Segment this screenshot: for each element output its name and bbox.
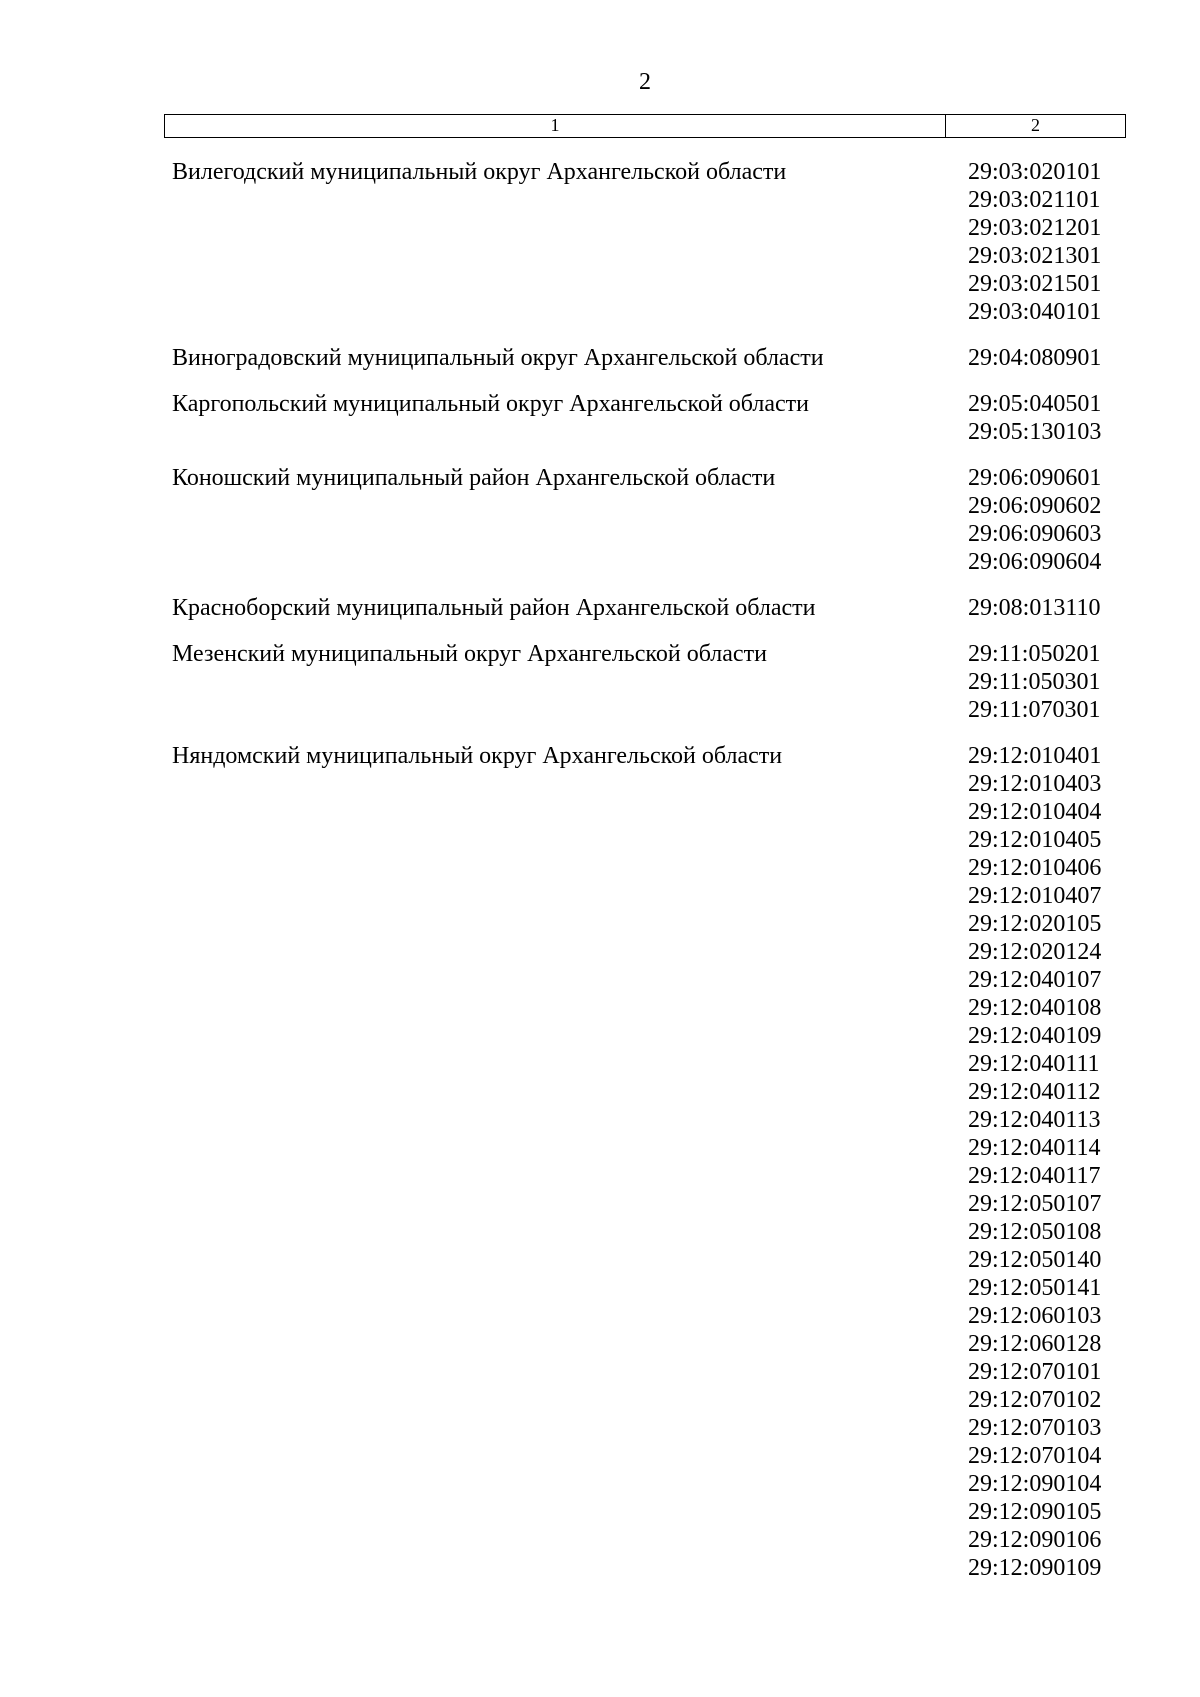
cadastral-code: 29:03:021201: [968, 215, 1102, 241]
cadastral-code: 29:12:090109: [968, 1555, 1102, 1581]
cadastral-code: 29:03:020101: [968, 159, 1102, 185]
cadastral-codes: [968, 742, 1122, 1582]
table-row: [172, 742, 1122, 1582]
table-row: [172, 594, 1122, 622]
cadastral-code: 29:12:040111: [968, 1051, 1100, 1077]
table-body: [172, 158, 1122, 1600]
municipality-name: Красноборский муниципальный район Архангельской области: [172, 595, 816, 621]
cadastral-codes: [968, 390, 1122, 446]
cadastral-code: 29:12:040113: [968, 1107, 1101, 1133]
cadastral-code: 29:11:050301: [968, 669, 1101, 695]
cadastral-code: 29:12:010406: [968, 855, 1102, 881]
cadastral-codes: [968, 594, 1122, 622]
cadastral-code: 29:12:090105: [968, 1499, 1102, 1525]
table-header: [164, 114, 1126, 138]
cadastral-code: 29:12:010407: [968, 883, 1102, 909]
municipality-name: Виноградовский муниципальный округ Архангельской области: [172, 345, 824, 371]
cadastral-code: 29:11:050201: [968, 641, 1101, 667]
cadastral-code: 29:03:021501: [968, 271, 1102, 297]
cadastral-code: 29:12:050108: [968, 1219, 1102, 1245]
municipality-name: Няндомский муниципальный округ Архангельской области: [172, 743, 783, 769]
cadastral-code: 29:12:050107: [968, 1191, 1102, 1217]
cadastral-code: 29:12:020105: [968, 911, 1102, 937]
cadastral-code: 29:12:040117: [968, 1163, 1101, 1189]
cadastral-code: 29:12:010404: [968, 799, 1102, 825]
cadastral-code: 29:12:010405: [968, 827, 1102, 853]
cadastral-code: 29:12:060128: [968, 1331, 1102, 1357]
cadastral-code: 29:04:080901: [968, 345, 1102, 371]
cadastral-code: 29:03:021301: [968, 243, 1102, 269]
cadastral-code: 29:11:070301: [968, 697, 1101, 723]
municipality-name: Вилегодский муниципальный округ Архангельской области: [172, 159, 787, 185]
table-row: [172, 158, 1122, 326]
table-row: [172, 344, 1122, 372]
cadastral-code: 29:12:040112: [968, 1079, 1101, 1105]
cadastral-code: 29:03:021101: [968, 187, 1101, 213]
cadastral-code: 29:03:040101: [968, 299, 1102, 325]
municipality-name: Коношский муниципальный район Архангельской области: [172, 465, 776, 491]
cadastral-code: 29:12:050140: [968, 1247, 1102, 1273]
cadastral-code: 29:06:090602: [968, 493, 1102, 519]
cadastral-code: 29:12:070103: [968, 1415, 1102, 1441]
cadastral-code: 29:12:070102: [968, 1387, 1102, 1413]
cadastral-code: 29:12:040109: [968, 1023, 1102, 1049]
table-row: [172, 464, 1122, 576]
cadastral-code: 29:12:060103: [968, 1303, 1102, 1329]
cadastral-code: 29:06:090604: [968, 549, 1102, 575]
table-header-col-2: 2: [1031, 115, 1040, 135]
cadastral-code: 29:12:070104: [968, 1443, 1102, 1469]
municipality-name: Каргопольский муниципальный округ Архангельской области: [172, 391, 810, 417]
cadastral-code: 29:12:040107: [968, 967, 1102, 993]
municipality-name: Мезенский муниципальный округ Архангельской области: [172, 641, 767, 667]
cadastral-code: 29:05:130103: [968, 419, 1102, 445]
cadastral-code: 29:12:070101: [968, 1359, 1102, 1385]
cadastral-codes: [968, 640, 1122, 724]
cadastral-code: 29:12:090104: [968, 1471, 1102, 1497]
table-header-col-1: 1: [165, 115, 946, 137]
table-row: [172, 640, 1122, 724]
cadastral-code: 29:12:010403: [968, 771, 1102, 797]
cadastral-codes: [968, 464, 1122, 576]
cadastral-code: 29:06:090601: [968, 465, 1102, 491]
cadastral-codes: [968, 158, 1122, 326]
cadastral-code: 29:12:020124: [968, 939, 1102, 965]
cadastral-code: 29:12:090106: [968, 1527, 1102, 1553]
cadastral-code: 29:05:040501: [968, 391, 1102, 417]
cadastral-codes: [968, 344, 1122, 372]
cadastral-code: 29:12:040108: [968, 995, 1102, 1021]
page-number: 2: [639, 69, 651, 95]
cadastral-code: 29:12:050141: [968, 1275, 1102, 1301]
table-row: [172, 390, 1122, 446]
cadastral-code: 29:12:010401: [968, 743, 1102, 769]
cadastral-code: 29:12:040114: [968, 1135, 1101, 1161]
cadastral-code: 29:08:013110: [968, 595, 1101, 621]
cadastral-code: 29:06:090603: [968, 521, 1102, 547]
